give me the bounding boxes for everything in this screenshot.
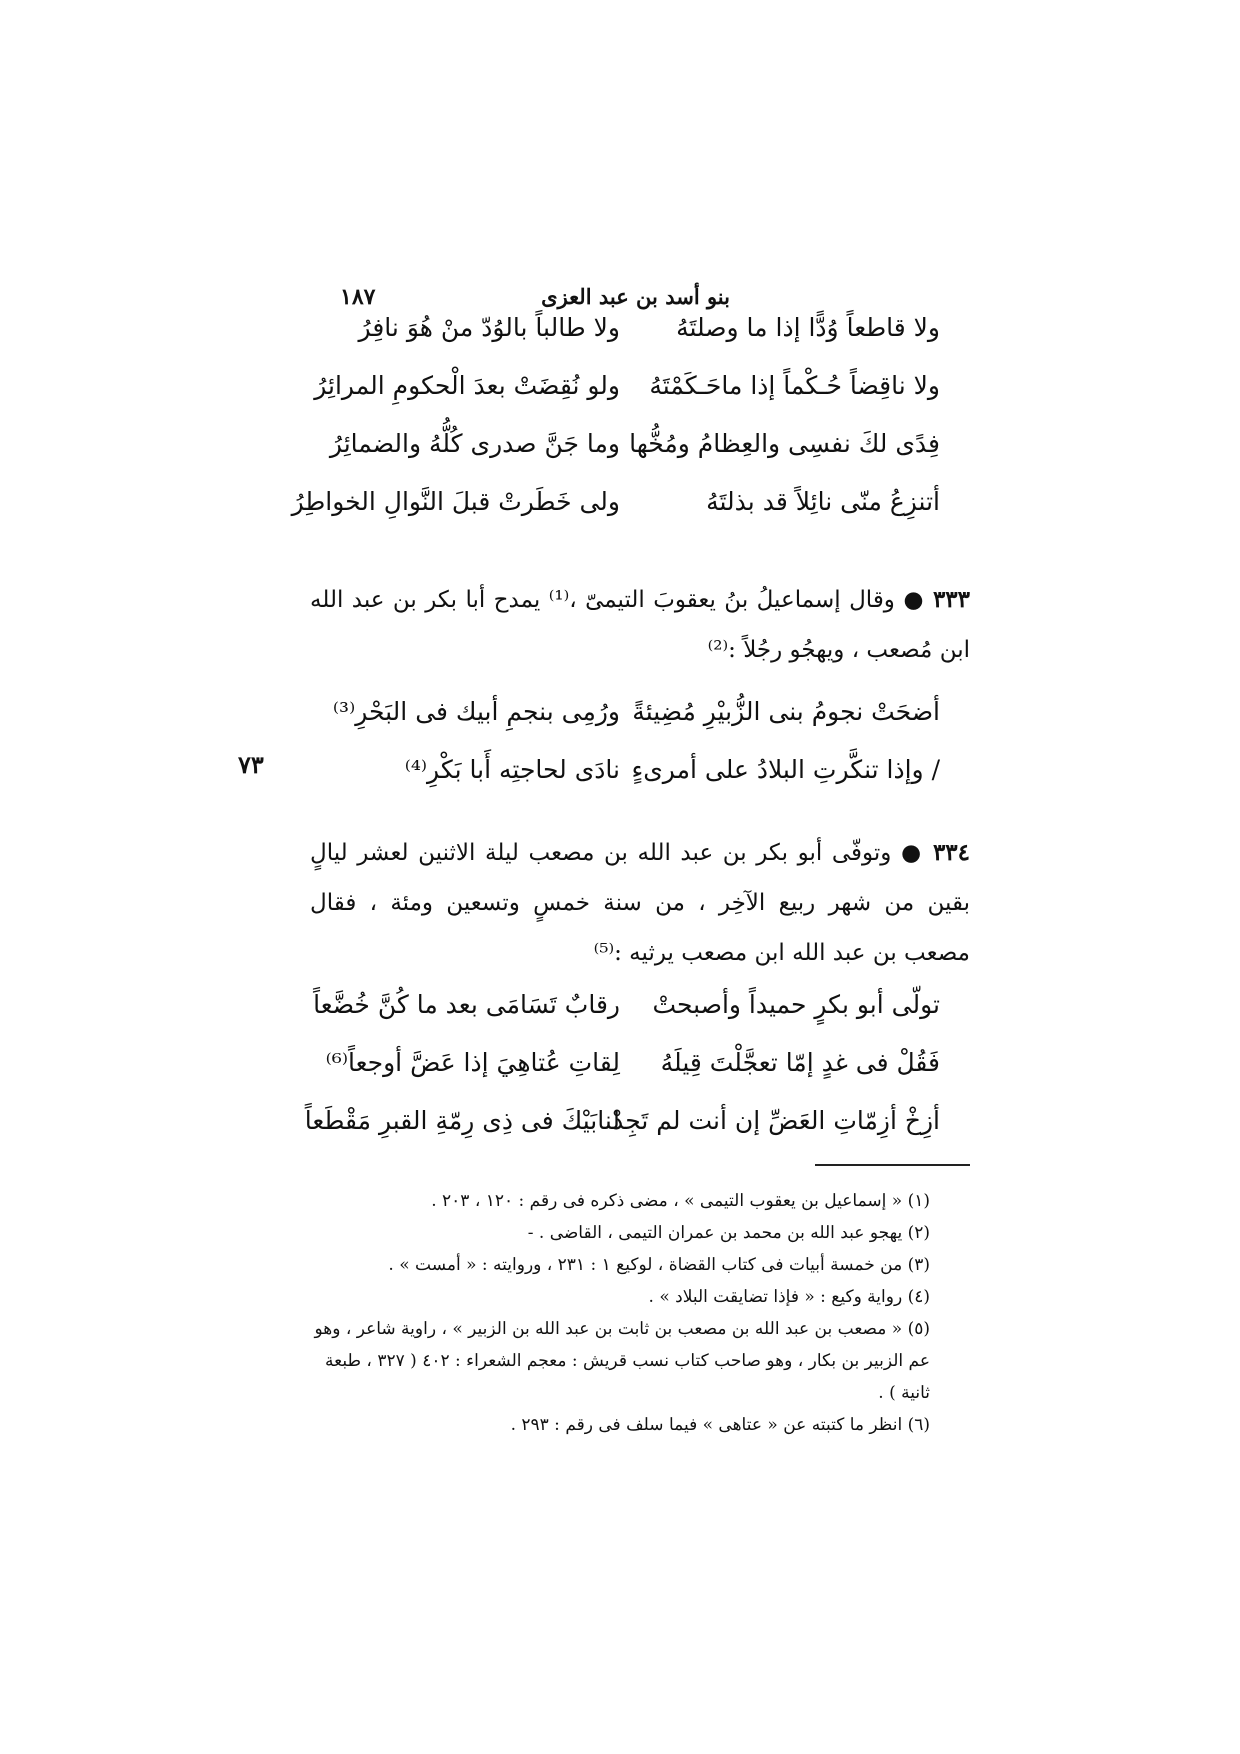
footnote: (٤) رواية وكيع : « فإذا تضايقت البلاد » . (648, 1287, 930, 1307)
hemistich-second: لِقاتِ عُتاهِيَ إذا عَضَّ أوجعاً⁽⁶⁾ (325, 1048, 620, 1077)
bullet: ● (903, 587, 925, 613)
paragraph-text: وتوفّى أبو بكر بن عبد الله بن مصعب ليلة الاثنين لعشر ليالٍ بقين من شهر ربيع الآخِر ، من سنة خمسٍ وتسعين ومئة ، فقال مصعب بن عبد الله ابن مصعب يرثيه :⁽⁵⁾ (310, 840, 970, 966)
hemistich-first: أتنزِعُ منّى نائِلاً قد بذلتَهُ (706, 487, 940, 516)
hemistich-second: ولى خَطَرتْ قبلَ النَّوالِ الخواطِرُ (291, 487, 620, 516)
footnote: (٥) « مصعب بن عبد الله بن مصعب بن ثابت بن عبد الله بن الزبير » ، راوية شاعر ، وهو عم الزبير بن بكار ، وهو صاحب كتاب نسب قريش : معجم الشعراء : ٤٠٢ ( ٣٢٧ ، طبعة ثانية ) . (314, 1319, 930, 1403)
hemistich-first: أزِخْ أزِمّاتِ العَضِّ إن أنت لم تَجِدْ (612, 1106, 940, 1135)
poem-3 (304, 985, 940, 1159)
margin-page-number: ٧٣ (238, 750, 264, 779)
entry-number: ٣٣٣ (932, 586, 971, 613)
running-title: بنو أسد بن عبد العزى (541, 284, 730, 309)
verse (320, 750, 940, 808)
verse (320, 1043, 940, 1101)
hemistich-first: فَقُلْ فى غدٍ إمّا تعجَّلْتَ قِيلَهُ (660, 1048, 940, 1077)
verse (314, 366, 940, 424)
hemistich-second: وما جَنَّ صدرى كُلُّهُ والضمائِرُ (329, 429, 620, 458)
paragraph-text: وقال إسماعيلُ بنُ يعقوبَ التيمىّ ،⁽¹⁾ يمدح أبا بكر بن عبد الله ابن مُصعب ، ويهجُو رجُلاً :⁽²⁾ (310, 587, 970, 663)
footnote-rule (815, 1164, 970, 1166)
verse (291, 482, 940, 540)
hemistich-second: ولا طالباً بالوُدّ منْ هُوَ نافِرُ (358, 313, 620, 342)
verse (320, 424, 940, 482)
footnote: (٦) انظر ما كتبته عن « عتاهى » فيما سلف فى رقم : ٢٩٣ . (510, 1415, 930, 1435)
footnotes (310, 1185, 970, 1441)
hemistich-second: رقابٌ تَسَامَى بعد ما كُنَّ خُضَّعاً (313, 990, 620, 1019)
verse (320, 692, 940, 750)
poem-2 (320, 692, 940, 808)
hemistich-first: ولا ناقِضاً حُـكْماً إذا ماحَـكَمْتَهُ (649, 371, 940, 400)
bullet: ● (901, 840, 924, 866)
hemistich-second: ولو نُقِضَتْ بعدَ الْحكومِ المرائِرُ (314, 371, 620, 400)
hemistich-first: تولّى أبو بكرٍ حميداً وأصبحتْ (652, 990, 940, 1019)
hemistich-second: لنابَيْكَ فى ذِى رِمّةِ القبرِ مَقْطَعاً (304, 1106, 620, 1135)
verse (304, 1101, 940, 1159)
footnote: (٢) يهجو عبد الله بن محمد بن عمران التيمى ، القاضى . - (527, 1223, 930, 1243)
hemistich-first: / وإذا تنكَّرتِ البلادُ على أمرىءٍ (631, 755, 940, 784)
entry-number: ٣٣٤ (932, 839, 971, 866)
paragraph-334 (310, 828, 970, 978)
hemistich-first: فِدًى لكَ نفسِى والعِظامُ ومُخُّها (629, 429, 940, 458)
hemistich-second: ورُمِى بنجمِ أبيك فى البَحْرِ⁽³⁾ (332, 697, 620, 726)
hemistich-first: أضحَتْ نجومُ بنى الزُّبيْرِ مُضِيئةً (632, 697, 940, 726)
footnote: (١) « إسماعيل بن يعقوب التيمى » ، مضى ذكره فى رقم : ١٢٠ ، ٢٠٣ . (431, 1191, 930, 1211)
poem-1 (291, 308, 940, 540)
footnote: (٣) من خمسة أبيات فى كتاب القضاة ، لوكيع ١ : ٢٣١ ، وروايته : « أمست » . (388, 1255, 930, 1275)
verse (320, 308, 940, 366)
hemistich-second: نادَى لحاجتِه أَبا بَكْرِ⁽⁴⁾ (404, 755, 620, 784)
verse (313, 985, 940, 1043)
hemistich-first: ولا قاطعاً وُدًّا إذا ما وصلتَهُ (676, 313, 940, 342)
paragraph-333 (310, 575, 970, 675)
page-number: ١٨٧ (340, 284, 376, 310)
